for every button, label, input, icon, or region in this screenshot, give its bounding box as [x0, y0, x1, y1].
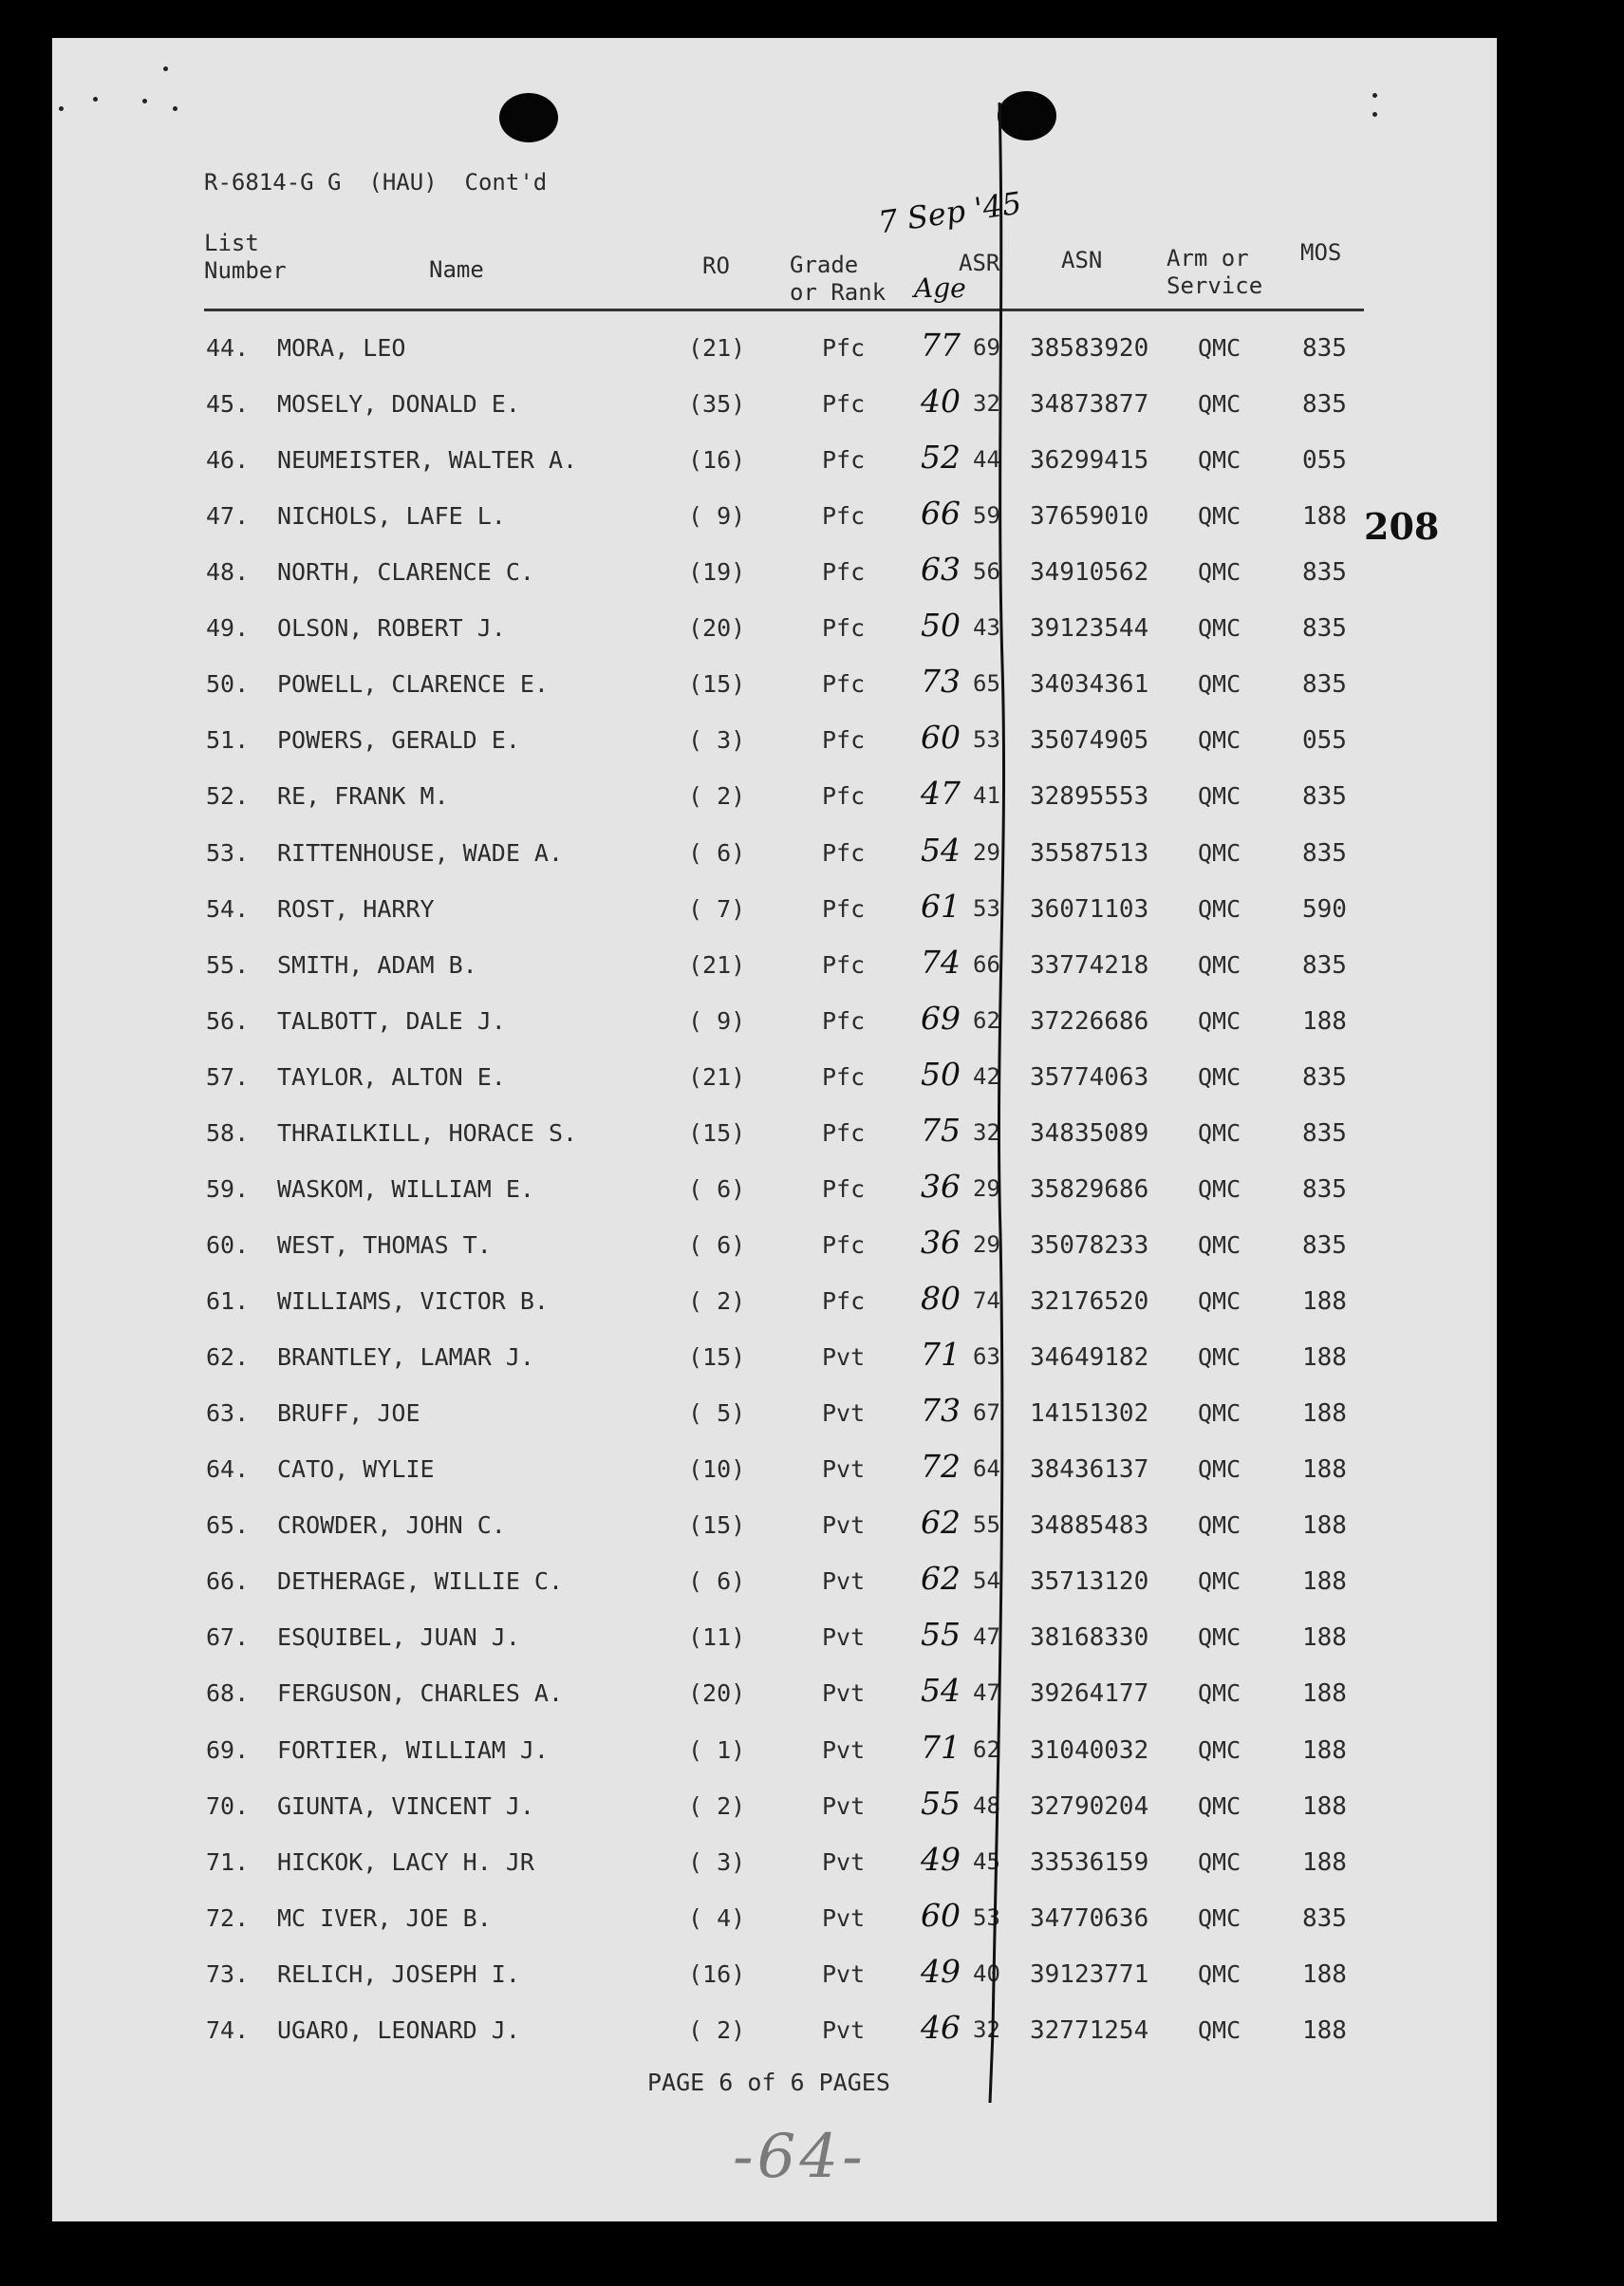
cell-mos: 188: [1302, 1455, 1347, 1485]
cell-mos: 188: [1302, 1287, 1347, 1317]
cell-arm-service: QMC: [1198, 838, 1241, 867]
col-head-asr: ASR: [959, 250, 1000, 276]
cell-mos: 055: [1302, 446, 1347, 476]
cell-age: 80: [921, 1280, 961, 1318]
cell-mos: 835: [1302, 390, 1347, 420]
cell-list-number: 74.: [206, 2015, 250, 2044]
cell-grade: Pfc: [822, 894, 866, 923]
cell-list-number: 64.: [206, 1455, 250, 1484]
cell-asr: 40: [973, 1959, 1000, 1987]
cell-grade: Pfc: [822, 1118, 866, 1147]
cell-name: BRANTLEY, LAMAR J.: [277, 1343, 534, 1372]
cell-grade: Pvt: [822, 1567, 866, 1596]
cell-asr: 53: [973, 726, 1000, 754]
cell-arm-service: QMC: [1198, 1959, 1241, 1988]
cell-age: 47: [921, 775, 961, 813]
cell-asr: 59: [973, 502, 1000, 530]
cell-ro: ( 2): [688, 782, 746, 811]
cell-ro: ( 1): [688, 1735, 746, 1764]
cell-list-number: 61.: [206, 1287, 250, 1316]
cell-grade: Pfc: [822, 1230, 866, 1259]
cell-mos: 835: [1302, 1230, 1347, 1260]
cell-asn: 35829686: [1030, 1174, 1149, 1204]
cell-age: 71: [921, 1336, 961, 1374]
cell-mos: 188: [1302, 1959, 1347, 1989]
cell-age: 50: [921, 607, 961, 645]
cell-age: 66: [921, 495, 961, 533]
col-head-asn: ASN: [1061, 247, 1103, 273]
cell-mos: 590: [1302, 894, 1347, 924]
cell-grade: Pvt: [822, 1735, 866, 1764]
cell-arm-service: QMC: [1198, 1062, 1241, 1091]
cell-list-number: 48.: [206, 558, 250, 587]
cell-mos: 188: [1302, 1006, 1347, 1036]
cell-asn: 35074905: [1030, 726, 1149, 756]
cell-grade: Pvt: [822, 1679, 866, 1708]
cell-list-number: 69.: [206, 1735, 250, 1764]
cell-mos: 835: [1302, 950, 1347, 980]
cell-mos: 188: [1302, 1567, 1347, 1597]
cell-mos: 188: [1302, 1623, 1347, 1653]
cell-name: FORTIER, WILLIAM J.: [277, 1735, 549, 1764]
cell-grade: Pvt: [822, 1623, 866, 1652]
cell-asn: 14151302: [1030, 1399, 1149, 1429]
cell-ro: ( 4): [688, 1903, 746, 1932]
cell-ro: (16): [688, 446, 746, 475]
cell-age: 49: [921, 1952, 961, 1990]
cell-name: OLSON, ROBERT J.: [277, 614, 506, 643]
cell-mos: 835: [1302, 782, 1347, 812]
cell-asr: 64: [973, 1455, 1000, 1483]
cell-asn: 35078233: [1030, 1230, 1149, 1260]
cell-list-number: 65.: [206, 1511, 250, 1540]
cell-age: 74: [921, 943, 961, 981]
handwritten-date: 7 Sep '45: [876, 184, 1024, 241]
cell-arm-service: QMC: [1198, 334, 1241, 362]
cell-name: TAYLOR, ALTON E.: [277, 1062, 506, 1091]
cell-asr: 55: [973, 1511, 1000, 1539]
cell-ro: ( 5): [688, 1399, 746, 1428]
cell-asr: 54: [973, 1567, 1000, 1595]
cell-asr: 66: [973, 950, 1000, 978]
cell-name: NEUMEISTER, WALTER A.: [277, 446, 578, 475]
cell-asn: 38436137: [1030, 1455, 1149, 1485]
cell-ro: ( 9): [688, 502, 746, 531]
cell-asr: 45: [973, 1847, 1000, 1875]
cell-asr: 47: [973, 1623, 1000, 1651]
cell-asn: 35713120: [1030, 1567, 1149, 1597]
cell-grade: Pfc: [822, 502, 866, 531]
cell-asr: 62: [973, 1735, 1000, 1763]
col-head-list-number: List Number: [204, 230, 287, 284]
cell-list-number: 55.: [206, 950, 250, 979]
cell-grade: Pfc: [822, 670, 866, 699]
cell-age: 62: [921, 1560, 961, 1598]
cell-asr: 74: [973, 1287, 1000, 1315]
cell-name: FERGUSON, CHARLES A.: [277, 1679, 564, 1708]
cell-name: NORTH, CLARENCE C.: [277, 558, 534, 587]
cell-arm-service: QMC: [1198, 726, 1241, 755]
cell-ro: ( 7): [688, 894, 746, 923]
cell-grade: Pfc: [822, 782, 866, 811]
col-head-arm: Arm or Service: [1167, 245, 1263, 299]
cell-name: RELICH, JOSEPH I.: [277, 1959, 520, 1988]
cell-asr: 29: [973, 838, 1000, 866]
cell-grade: Pvt: [822, 1511, 866, 1540]
cell-ro: ( 6): [688, 1174, 746, 1203]
cell-ro: (21): [688, 1062, 746, 1091]
cell-name: GIUNTA, VINCENT J.: [277, 1791, 534, 1820]
cell-age: 77: [921, 327, 961, 364]
cell-mos: 188: [1302, 1511, 1347, 1541]
cell-asr: 53: [973, 1903, 1000, 1931]
cell-arm-service: QMC: [1198, 1174, 1241, 1203]
cell-list-number: 71.: [206, 1847, 250, 1876]
cell-age: 46: [921, 2008, 961, 2046]
cell-arm-service: QMC: [1198, 1679, 1241, 1708]
cell-asn: 34873877: [1030, 390, 1149, 420]
cell-grade: Pvt: [822, 1455, 866, 1484]
cell-asn: 34910562: [1030, 558, 1149, 588]
cell-list-number: 72.: [206, 1903, 250, 1932]
cell-list-number: 53.: [206, 838, 250, 867]
cell-grade: Pfc: [822, 558, 866, 587]
cell-grade: Pfc: [822, 950, 866, 979]
cell-asn: 32895553: [1030, 782, 1149, 812]
cell-age: 62: [921, 1504, 961, 1542]
cell-list-number: 70.: [206, 1791, 250, 1820]
cell-list-number: 46.: [206, 446, 250, 475]
cell-arm-service: QMC: [1198, 1006, 1241, 1035]
cell-age: 69: [921, 999, 961, 1037]
cell-asn: 37659010: [1030, 502, 1149, 532]
cell-asn: 37226686: [1030, 1006, 1149, 1036]
cell-mos: 835: [1302, 614, 1347, 644]
cell-asn: 32771254: [1030, 2015, 1149, 2045]
cell-asn: 36071103: [1030, 894, 1149, 924]
cell-ro: ( 6): [688, 1567, 746, 1596]
cell-grade: Pfc: [822, 1174, 866, 1203]
cell-ro: (21): [688, 950, 746, 979]
cell-ro: ( 2): [688, 1287, 746, 1316]
cell-asr: 32: [973, 2015, 1000, 2043]
cell-name: MORA, LEO: [277, 334, 406, 362]
cell-asn: 35774063: [1030, 1062, 1149, 1092]
cell-asn: 33774218: [1030, 950, 1149, 980]
cell-ro: (15): [688, 1118, 746, 1147]
cell-ro: (16): [688, 1959, 746, 1988]
cell-age: 72: [921, 1448, 961, 1486]
cell-asn: 39123771: [1030, 1959, 1149, 1989]
cell-mos: 188: [1302, 502, 1347, 532]
cell-ro: (20): [688, 614, 746, 643]
cell-ro: (19): [688, 558, 746, 587]
cell-asn: 39123544: [1030, 614, 1149, 644]
cell-asn: 32176520: [1030, 1287, 1149, 1317]
cell-ro: (35): [688, 390, 746, 419]
cell-mos: 188: [1302, 2015, 1347, 2045]
cell-asr: 32: [973, 1118, 1000, 1146]
cell-list-number: 49.: [206, 614, 250, 643]
cell-age: 60: [921, 719, 961, 757]
cell-age: 40: [921, 383, 961, 421]
cell-list-number: 50.: [206, 670, 250, 699]
cell-list-number: 68.: [206, 1679, 250, 1708]
cell-list-number: 54.: [206, 894, 250, 923]
cell-arm-service: QMC: [1198, 390, 1241, 419]
cell-arm-service: QMC: [1198, 1567, 1241, 1596]
cell-arm-service: QMC: [1198, 950, 1241, 979]
cell-arm-service: QMC: [1198, 670, 1241, 699]
cell-asr: 44: [973, 446, 1000, 474]
cell-mos: 835: [1302, 1118, 1347, 1148]
cell-ro: (15): [688, 1511, 746, 1540]
cell-asn: 34885483: [1030, 1511, 1149, 1541]
cell-name: RE, FRANK M.: [277, 782, 449, 811]
cell-ro: (11): [688, 1623, 746, 1652]
handwritten-age-header: Age: [914, 272, 966, 304]
cell-mos: 835: [1302, 838, 1347, 868]
cell-mos: 835: [1302, 1062, 1347, 1092]
cell-list-number: 47.: [206, 502, 250, 531]
cell-age: 60: [921, 1896, 961, 1934]
cell-name: TALBOTT, DALE J.: [277, 1006, 506, 1035]
cell-name: MOSELY, DONALD E.: [277, 390, 520, 419]
cell-list-number: 67.: [206, 1623, 250, 1652]
cell-list-number: 66.: [206, 1567, 250, 1596]
cell-age: 73: [921, 663, 961, 701]
cell-arm-service: QMC: [1198, 502, 1241, 531]
cell-list-number: 44.: [206, 334, 250, 362]
cell-name: SMITH, ADAM B.: [277, 950, 477, 979]
cell-asn: 34649182: [1030, 1343, 1149, 1373]
cell-asr: 43: [973, 614, 1000, 642]
cell-grade: Pfc: [822, 390, 866, 419]
cell-age: 54: [921, 831, 961, 869]
cell-name: WILLIAMS, VICTOR B.: [277, 1287, 549, 1316]
handwritten-page-number: -64-: [733, 2122, 867, 2192]
cell-mos: 835: [1302, 670, 1347, 700]
cell-ro: (15): [688, 670, 746, 699]
cell-grade: Pfc: [822, 726, 866, 755]
cell-mos: 835: [1302, 558, 1347, 588]
cell-asr: 47: [973, 1679, 1000, 1707]
cell-name: ROST, HARRY: [277, 894, 435, 923]
cell-list-number: 63.: [206, 1399, 250, 1428]
cell-name: MC IVER, JOE B.: [277, 1903, 492, 1932]
cell-asn: 35587513: [1030, 838, 1149, 868]
cell-grade: Pfc: [822, 614, 866, 643]
cell-asn: 34034361: [1030, 670, 1149, 700]
cell-asn: 39264177: [1030, 1679, 1149, 1709]
cell-grade: Pfc: [822, 1062, 866, 1091]
cell-asn: 32790204: [1030, 1791, 1149, 1821]
cell-arm-service: QMC: [1198, 1287, 1241, 1316]
cell-grade: Pfc: [822, 446, 866, 475]
cell-asr: 29: [973, 1174, 1000, 1202]
cell-name: WEST, THOMAS T.: [277, 1230, 492, 1259]
cell-name: HICKOK, LACY H. JR: [277, 1847, 534, 1876]
cell-mos: 188: [1302, 1847, 1347, 1877]
cell-ro: (21): [688, 334, 746, 362]
cell-mos: 835: [1302, 1903, 1347, 1933]
cell-arm-service: QMC: [1198, 1230, 1241, 1259]
cell-ro: ( 3): [688, 1847, 746, 1876]
cell-asr: 41: [973, 782, 1000, 810]
cell-name: POWELL, CLARENCE E.: [277, 670, 549, 699]
cell-mos: 835: [1302, 1174, 1347, 1204]
cell-arm-service: QMC: [1198, 1903, 1241, 1932]
cell-name: CROWDER, JOHN C.: [277, 1511, 506, 1540]
cell-asr: 56: [973, 558, 1000, 586]
cell-grade: Pvt: [822, 1959, 866, 1988]
cell-age: 36: [921, 1223, 961, 1261]
cell-age: 63: [921, 551, 961, 589]
cell-name: WASKOM, WILLIAM E.: [277, 1174, 534, 1203]
cell-asn: 31040032: [1030, 1735, 1149, 1765]
cell-asr: 32: [973, 390, 1000, 418]
cell-list-number: 52.: [206, 782, 250, 811]
cell-age: 55: [921, 1784, 961, 1822]
cell-mos: 188: [1302, 1791, 1347, 1821]
cell-arm-service: QMC: [1198, 1847, 1241, 1876]
cell-age: 36: [921, 1167, 961, 1205]
cell-name: ESQUIBEL, JUAN J.: [277, 1623, 520, 1652]
cell-grade: Pfc: [822, 334, 866, 362]
cell-arm-service: QMC: [1198, 558, 1241, 587]
cell-ro: ( 2): [688, 1791, 746, 1820]
cell-mos: 055: [1302, 726, 1347, 756]
cell-arm-service: QMC: [1198, 1399, 1241, 1428]
cell-ro: (10): [688, 1455, 746, 1484]
cell-asn: 38168330: [1030, 1623, 1149, 1653]
cell-arm-service: QMC: [1198, 2015, 1241, 2044]
cell-age: 55: [921, 1616, 961, 1654]
cell-name: THRAILKILL, HORACE S.: [277, 1118, 578, 1147]
document-header: R-6814-G G (HAU) Cont'd: [204, 169, 548, 196]
cell-age: 61: [921, 887, 961, 925]
cell-age: 52: [921, 439, 961, 477]
cell-mos: 188: [1302, 1399, 1347, 1429]
col-head-grade: Grade or Rank: [790, 252, 887, 306]
col-head-mos: MOS: [1300, 239, 1342, 266]
cell-grade: Pfc: [822, 1287, 866, 1316]
cell-mos: 188: [1302, 1343, 1347, 1373]
cell-arm-service: QMC: [1198, 1343, 1241, 1372]
cell-grade: Pvt: [822, 2015, 866, 2044]
cell-name: POWERS, GERALD E.: [277, 726, 520, 755]
cell-asn: 38583920: [1030, 334, 1149, 363]
cell-asr: 67: [973, 1399, 1000, 1427]
cell-age: 50: [921, 1055, 961, 1093]
cell-grade: Pvt: [822, 1343, 866, 1372]
cell-mos: 835: [1302, 334, 1347, 363]
cell-list-number: 58.: [206, 1118, 250, 1147]
cell-asr: 42: [973, 1062, 1000, 1090]
cell-asr: 62: [973, 1006, 1000, 1034]
cell-age: 75: [921, 1111, 961, 1149]
cell-asr: 29: [973, 1230, 1000, 1258]
cell-arm-service: QMC: [1198, 1623, 1241, 1652]
cell-asn: 36299415: [1030, 446, 1149, 476]
cell-name: BRUFF, JOE: [277, 1399, 420, 1428]
cell-grade: Pvt: [822, 1847, 866, 1876]
cell-age: 71: [921, 1728, 961, 1766]
cell-name: UGARO, LEONARD J.: [277, 2015, 520, 2044]
cell-arm-service: QMC: [1198, 1735, 1241, 1764]
cell-asr: 65: [973, 670, 1000, 698]
cell-name: DETHERAGE, WILLIE C.: [277, 1567, 564, 1596]
cell-name: CATO, WYLIE: [277, 1455, 435, 1484]
cell-list-number: 73.: [206, 1959, 250, 1988]
cell-ro: (20): [688, 1679, 746, 1708]
cell-name: NICHOLS, LAFE L.: [277, 502, 506, 531]
cell-arm-service: QMC: [1198, 894, 1241, 923]
cell-grade: Pvt: [822, 1399, 866, 1428]
cell-grade: Pfc: [822, 1006, 866, 1035]
cell-arm-service: QMC: [1198, 1791, 1241, 1820]
cell-list-number: 62.: [206, 1343, 250, 1372]
cell-list-number: 57.: [206, 1062, 250, 1091]
col-head-name: Name: [429, 256, 484, 283]
cell-grade: Pfc: [822, 838, 866, 867]
page-footer: PAGE 6 of 6 PAGES: [647, 2069, 890, 2096]
cell-arm-service: QMC: [1198, 1118, 1241, 1147]
cell-ro: (15): [688, 1343, 746, 1372]
page-stamp: 208: [1364, 505, 1440, 548]
col-head-ro: RO: [702, 253, 730, 279]
cell-age: 73: [921, 1392, 961, 1430]
cell-asr: 69: [973, 334, 1000, 361]
cell-list-number: 60.: [206, 1230, 250, 1259]
cell-asn: 33536159: [1030, 1847, 1149, 1877]
cell-asr: 63: [973, 1343, 1000, 1371]
cell-arm-service: QMC: [1198, 614, 1241, 643]
cell-ro: ( 3): [688, 726, 746, 755]
cell-asr: 53: [973, 894, 1000, 922]
cell-list-number: 51.: [206, 726, 250, 755]
cell-name: RITTENHOUSE, WADE A.: [277, 838, 564, 867]
cell-grade: Pvt: [822, 1903, 866, 1932]
cell-ro: ( 6): [688, 838, 746, 867]
cell-arm-service: QMC: [1198, 782, 1241, 811]
cell-ro: ( 2): [688, 2015, 746, 2044]
cell-asr: 48: [973, 1791, 1000, 1819]
cell-ro: ( 6): [688, 1230, 746, 1259]
cell-arm-service: QMC: [1198, 446, 1241, 475]
cell-age: 49: [921, 1840, 961, 1878]
cell-age: 54: [921, 1672, 961, 1710]
cell-arm-service: QMC: [1198, 1455, 1241, 1484]
cell-mos: 188: [1302, 1679, 1347, 1709]
cell-list-number: 59.: [206, 1174, 250, 1203]
cell-list-number: 56.: [206, 1006, 250, 1035]
cell-mos: 188: [1302, 1735, 1347, 1765]
cell-asn: 34770636: [1030, 1903, 1149, 1933]
cell-arm-service: QMC: [1198, 1511, 1241, 1540]
cell-list-number: 45.: [206, 390, 250, 419]
cell-ro: ( 9): [688, 1006, 746, 1035]
cell-grade: Pvt: [822, 1791, 866, 1820]
cell-asn: 34835089: [1030, 1118, 1149, 1148]
